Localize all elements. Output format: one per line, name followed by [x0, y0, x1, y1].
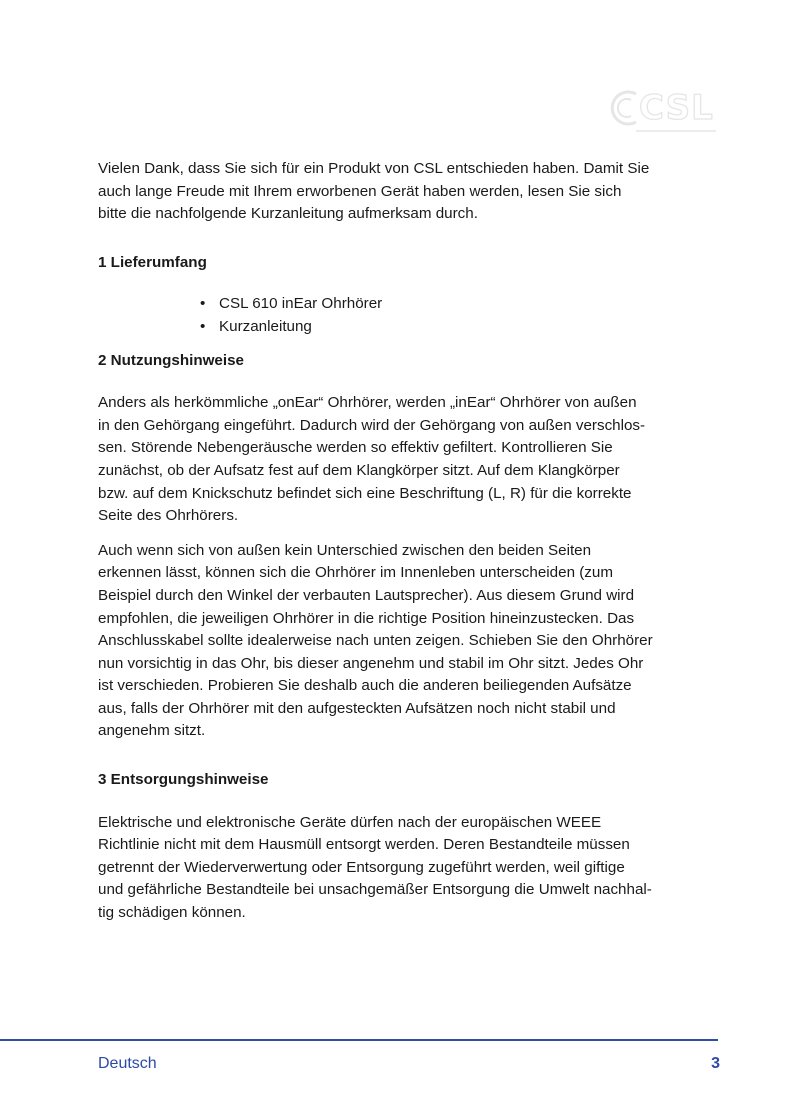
- text-line: in den Gehörgang eingeführt. Dadurch wird der Gehörgang von außen verschlos-: [98, 416, 646, 434]
- text-line: bitte die nachfolgende Kurzanleitung aufmerksam durch.: [98, 205, 478, 223]
- text-line: zunächst, ob der Aufsatz fest auf dem Klangkörper sitzt. Auf dem Klangkörper: [98, 461, 620, 479]
- section-heading-entsorgungshinweise: 3 Entsorgungshinweise: [98, 771, 269, 789]
- footer-divider: [0, 1039, 718, 1041]
- text-line: Anschlusskabel sollte idealerweise nach unten zeigen. Schieben Sie den Ohrhörer: [98, 632, 653, 650]
- text-line: ist verschieden. Probieren Sie deshalb auch die anderen beiliegenden Aufsätze: [98, 677, 632, 695]
- usage-paragraph-2: [98, 540, 723, 743]
- text-line: getrennt der Wiederverwertung oder Entsorgung zugeführt werden, weil giftige: [98, 858, 625, 876]
- disposal-paragraph: [98, 812, 723, 925]
- text-line: empfohlen, die jeweiligen Ohrhörer in die richtige Position hineinzustecken. Das: [98, 609, 635, 627]
- section-heading-nutzungshinweise: 2 Nutzungshinweise: [98, 351, 244, 369]
- list-item: • CSL 610 inEar Ohrhörer: [200, 293, 723, 316]
- footer-language: Deutsch: [98, 1055, 157, 1072]
- text-line: sen. Störende Nebengeräusche werden so effektiv gefiltert. Kontrollieren Sie: [98, 439, 613, 457]
- text-line: erkennen lässt, können sich die Ohrhörer im Innenleben unterscheiden (zum: [98, 564, 613, 582]
- csl-logo: [606, 84, 718, 136]
- csl-logo-mark-icon: [608, 86, 642, 130]
- usage-paragraph-1: [98, 392, 723, 528]
- text-line: nun vorsichtig in das Ohr, bis dieser angenehm und stabil im Ohr sitzt. Jedes Ohr: [98, 654, 644, 672]
- text-line: und gefährliche Bestandteile bei unsachgemäßer Entsorgung die Umwelt nachhal-: [98, 881, 652, 899]
- list-item: • Kurzanleitung: [200, 316, 723, 339]
- document-body: [98, 158, 723, 925]
- text-line: Anders als herkömmliche „onEar“ Ohrhörer, werden „inEar“ Ohrhörer von außen: [98, 394, 637, 412]
- csl-logo-text: CSL: [639, 88, 714, 128]
- text-line: bzw. auf dem Knickschutz befindet sich eine Beschriftung (L, R) für die korrekte: [98, 484, 632, 502]
- text-line: tig schädigen können.: [98, 904, 246, 922]
- delivery-contents-list: [98, 293, 723, 338]
- text-line: auch lange Freude mit Ihrem erworbenen Gerät haben werden, lesen Sie sich: [98, 182, 622, 200]
- text-line: Vielen Dank, dass Sie sich für ein Produkt von CSL entschieden haben. Damit Sie: [98, 160, 650, 177]
- text-line: Seite des Ohrhörers.: [98, 507, 239, 525]
- text-line: Elektrische und elektronische Geräte dürfen nach der europäischen WEEE: [98, 813, 602, 831]
- intro-paragraph: [98, 158, 723, 226]
- text-line: Richtlinie nicht mit dem Hausmüll entsorgt werden. Deren Bestandteile müssen: [98, 836, 630, 854]
- section-heading-lieferumfang: 1 Lieferumfang: [98, 253, 207, 271]
- text-line: aus, falls der Ohrhörer mit den aufgesteckten Aufsätzen noch nicht stabil und: [98, 699, 616, 717]
- text-line: Beispiel durch den Winkel der verbauten Lautsprecher). Aus diesem Grund wird: [98, 586, 635, 604]
- text-line: Auch wenn sich von außen kein Unterschied zwischen den beiden Seiten: [98, 541, 592, 559]
- text-line: angenehm sitzt.: [98, 722, 206, 740]
- page-number: 3: [711, 1055, 720, 1072]
- logo-underline: [636, 130, 716, 132]
